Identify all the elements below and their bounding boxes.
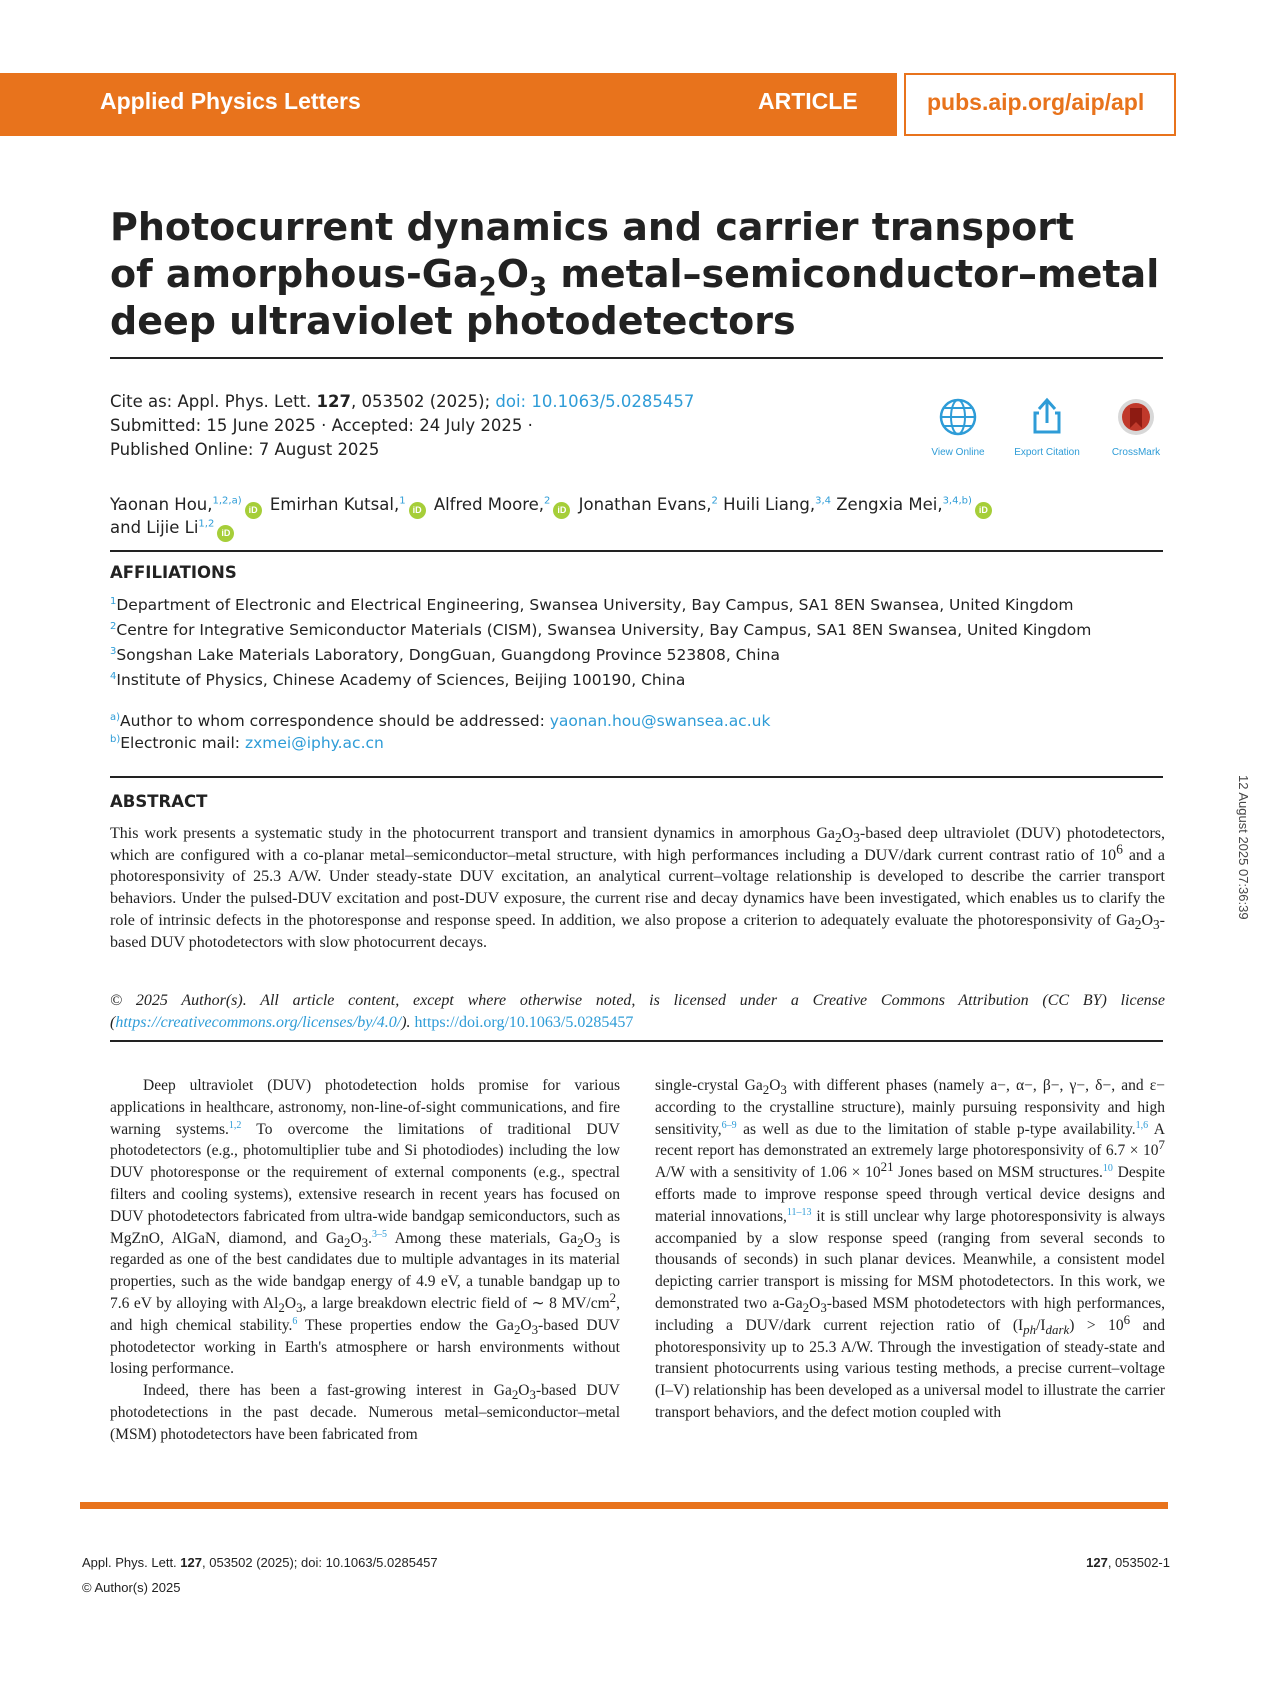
orcid-icon[interactable]: iD (245, 502, 262, 519)
author-name[interactable]: Zengxia Mei, (836, 495, 943, 514)
body-column-right (655, 1075, 1165, 1424)
affiliation-1: $^1$Department of Electronic and Electrical Engineering, Swansea University, Bay Campus, SA1 8EN Swansea, United Kingdom (110, 595, 1074, 614)
email-note: $^{b)}$Electronic mail: zxmei@iphy.ac.cn (110, 733, 384, 752)
affiliation-2: $^2$Centre for Integrative Semiconductor Materials (CISM), Swansea University, Bay Campus, SA1 8EN Swansea, United Kingdom (110, 620, 1092, 639)
body-column-left (110, 1075, 620, 1446)
author-name[interactable]: Huili Liang, (723, 495, 816, 514)
author-name[interactable]: Alfred Moore, (433, 495, 545, 514)
body-paragraph: single-crystal $Ga_2O_3$ with different phases (namely a−, α−, β−, γ−, δ−, and ε− according to the crystalline structure), mainly pursuing responsivity and high sensitivity,$^{6-9}$ as well as due to the limitation of stable p-type availability.$^{1,6}$ A recent report has demonstrated an extremely large photoresponsivity of $6.7 \times 10^7$ A/W with a sensitivity of $1.06 \times 10^{21}$ Jones based on MSM structures.$^{10}$ Despite efforts made to improve response speed through vertical device designs and material innovations,$^{11-13}$ it is still unclear why large photoresponsivity is always accompanied by a slow response speed (ranging from several seconds to thousands of seconds) in such planar devices. Meanwhile, a consistent model depicting carrier transport is missing for MSM photodetectors. In this work, we demonstrated two $a-Ga_2O_3$-based MSM photodetectors with high performances, including a DUV/dark current rejection ratio of $(I_{ph}/I_{dark}) > 10^6$ and photoresponsivity up to 25.3 A/W. Through the investigation of steady-state and transient photocurrents using various testing methods, a precise current–voltage (I–V) relationship has been developed as a universal model to illustrate the carrier transport behaviors, and the defect motion coupled with (655, 1077, 1165, 1421)
export-icon (1026, 396, 1068, 438)
author-name[interactable]: Jonathan Evans, (578, 495, 712, 514)
author-name[interactable]: Emirhan Kutsal, (269, 495, 400, 514)
orcid-icon[interactable]: iD (553, 502, 570, 519)
license-link[interactable]: https://creativecommons.org/licenses/by/4.0/ (115, 1013, 402, 1031)
doi-url-link[interactable]: https://doi.org/10.1063/5.0285457 (414, 1013, 634, 1031)
footer-copyright: © Author(s) 2025 (82, 1580, 181, 1595)
download-timestamp: 12 August 2025 07:36:39 (1236, 775, 1251, 920)
author-name[interactable]: Yaonan Hou, (110, 495, 213, 514)
journal-url-link[interactable]: pubs.aip.org/aip/apl (927, 89, 1145, 115)
footer-citation: Appl. Phys. Lett. 127, 053502 (2025); doi: 10.1063/5.0285457 (82, 1555, 438, 1570)
export-citation-button[interactable] (1002, 396, 1092, 458)
title-line-1: Photocurrent dynamics and carrier transport (110, 205, 1075, 249)
footer-rule (80, 1502, 1168, 1509)
divider (110, 550, 1163, 552)
orcid-icon[interactable]: iD (409, 502, 426, 519)
orcid-icon[interactable]: iD (975, 502, 992, 519)
page-number: 127, 053502-1 (1086, 1555, 1170, 1570)
divider (110, 357, 1163, 359)
globe-icon (937, 396, 979, 438)
email-link[interactable]: yaonan.hou@swansea.ac.uk (549, 712, 771, 730)
doi-link[interactable]: doi: 10.1063/5.0285457 (495, 392, 695, 411)
article-title (110, 204, 1170, 345)
crossmark-label: CrossMark (1111, 447, 1161, 458)
email-link[interactable]: zxmei@iphy.ac.cn (244, 734, 384, 752)
divider (110, 776, 1163, 778)
orcid-icon[interactable]: iD (217, 525, 234, 542)
license-statement: © 2025 Author(s). All article content, except where otherwise noted, is licensed under a Creative Commons Attribution (CC BY) license (https://creativecommons.org/licenses/by/4.0/). https://doi.org/10.1063/5.0285457 (110, 992, 1165, 1031)
author-list-line-1: Yaonan Hou,$^{1,2,a)}$iD Emirhan Kutsal,$^1$iD Alfred Moore,$^2$iD Jonathan Evans,$^2$ Huili Liang,$^{3,4}$ Zengxia Mei,$^{3,4,b)}$iD (110, 495, 995, 519)
abstract-text: This work presents a systematic study in the photocurrent transport and transient dynamics in amorphous $Ga_2O_3$-based deep ultraviolet (DUV) photodetectors, which are configured with a co-planar metal–semiconductor–metal structure, with high performances including a DUV/dark current contrast ratio of $10^6$ and a photoresponsivity of 25.3 A/W. Under steady-state DUV excitation, an analytical current–voltage relationship is developed to describe the carrier transport behaviors. Under the pulsed-DUV excitation and post-DUV exposure, the current rise and decay dynamics have been investigated, which enables us to clarify the role of intrinsic defects in the photoresponse and response speed. In addition, we also propose a criterion to adequately evaluate the photoresponsivity of $Ga_2O_3$-based DUV photodetectors with slow photocurrent decays. (110, 825, 1166, 951)
affiliation-4: $^4$Institute of Physics, Chinese Academy of Sciences, Beijing 100190, China (110, 670, 686, 689)
abstract-heading: ABSTRACT (110, 792, 208, 811)
view-online-label: View Online (931, 447, 985, 458)
crossmark-icon (1115, 396, 1157, 438)
view-online-button[interactable] (913, 396, 1003, 458)
body-paragraph: Indeed, there has been a fast-growing interest in $Ga_2O_3$-based DUV photodetections in the past decade. Numerous metal–semiconductor–metal (MSM) photodetectors have been fabricated from (110, 1382, 620, 1443)
title-line-3: deep ultraviolet photodetectors (110, 299, 796, 343)
published-line: Published Online: 7 August 2025 (110, 440, 380, 459)
journal-name: Applied Physics Letters (100, 88, 361, 114)
export-citation-label: Export Citation (1014, 447, 1080, 458)
correspondence-note: $^{a)}$Author to whom correspondence should be addressed: yaonan.hou@swansea.ac.uk (110, 711, 771, 730)
article-type-label: ARTICLE (758, 88, 858, 114)
affiliations-heading: AFFILIATIONS (110, 563, 237, 582)
submitted-line: Submitted: 15 June 2025 · Accepted: 24 July 2025 · (110, 416, 533, 435)
author-name[interactable]: and Lijie Li (110, 518, 199, 537)
body-paragraph: Deep ultraviolet (DUV) photodetection holds promise for various applications in healthcare, astronomy, non-line-of-sight communications, and fire warning systems.$^{1,2}$ To overcome the limitations of traditional DUV photodetectors (e.g., photomultiplier tube and Si photodiodes) including the low DUV photoresponse or the requirement of external components (e.g., spectral filters and cooling systems), extensive research in recent years has focused on DUV photodetectors fabricated from ultra-wide bandgap semiconductors, such as MgZnO, AlGaN, diamond, and $Ga_2O_3.^{3-5}$ Among these materials, $Ga_2O_3$ is regarded as one of the best candidates due to multiple advantages in its material properties, such as the wide bandgap energy of 4.9 eV, a tunable bandgap up to 7.6 eV by alloying with $Al_2O_3$, a large breakdown electric field of ∼ 8 $MV/cm^2$, and high chemical stability.$^6$ These properties endow the $Ga_2O_3$-based DUV photodetector working in Earth's atmosphere or harsh environments without losing performance. (110, 1077, 620, 1378)
affiliation-3: $^3$Songshan Lake Materials Laboratory, DongGuan, Guangdong Province 523808, China (110, 645, 780, 664)
title-line-2: of amorphous-$Ga_2O_3$ metal–semiconductor–metal (110, 252, 1160, 303)
divider (110, 1040, 1163, 1042)
citation-line: Cite as: Appl. Phys. Lett. 127, 053502 (2025); doi: 10.1063/5.0285457 (110, 392, 695, 411)
crossmark-button[interactable] (1091, 396, 1181, 458)
author-list-line-2: and Lijie Li$^{1,2}$iD (110, 518, 237, 542)
